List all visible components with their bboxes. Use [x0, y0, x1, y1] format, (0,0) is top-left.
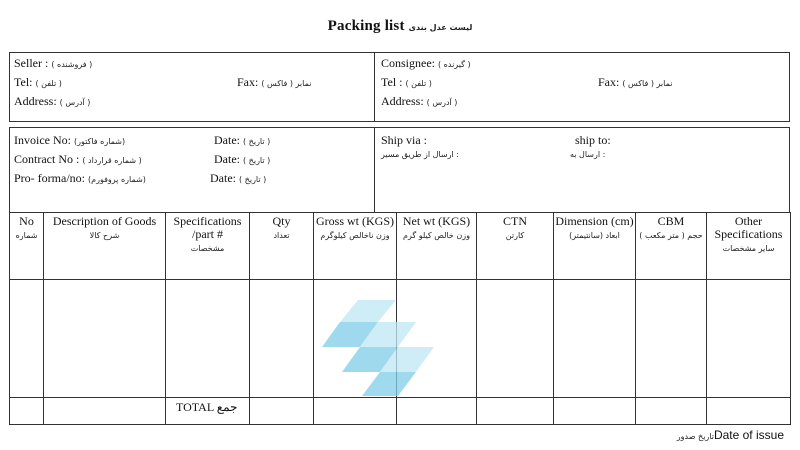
seller-line: [14, 56, 92, 71]
watermark-shape: [362, 372, 416, 396]
seller-address-label: Address:: [14, 94, 57, 108]
total-dimension-cell[interactable]: [554, 398, 636, 425]
invoice-line: [14, 133, 125, 148]
column-header: No شماره: [10, 213, 44, 280]
table-cell[interactable]: [166, 280, 250, 398]
seller-tel-label: Tel:: [14, 75, 33, 89]
consignee-fax-line: [598, 75, 672, 90]
table-cell: [707, 398, 791, 425]
total-label: TOTAL جمع: [166, 398, 250, 425]
table-cell[interactable]: [477, 280, 554, 398]
contract-label: Contract No :: [14, 152, 80, 166]
section-divider: [374, 53, 375, 121]
seller-tel-line: [14, 75, 62, 90]
seller-label-fa: ( فروشنده ): [51, 60, 93, 69]
table-cell[interactable]: [10, 280, 44, 398]
consignee-label-fa: ( گیرنده ): [438, 60, 471, 69]
ship-to-label: ship to:: [575, 133, 611, 147]
seller-label: Seller :: [14, 56, 49, 70]
invoice-label-fa: (شماره فاکتور): [73, 137, 126, 146]
ship-via-label: Ship via :: [381, 133, 428, 147]
column-header: Qty تعداد: [250, 213, 314, 280]
watermark-logo-icon: [318, 292, 438, 402]
column-header: CTN کارتن: [477, 213, 554, 280]
total-qty-cell[interactable]: [250, 398, 314, 425]
proforma-label: Pro- forma/no:: [14, 171, 85, 185]
watermark-shape: [340, 300, 396, 322]
seller-fax-line: [237, 75, 311, 90]
ship-via-fa: ارسال از طریق مسیر :: [381, 150, 459, 159]
invoice-label: Invoice No:: [14, 133, 71, 147]
proforma-line: [14, 171, 146, 186]
contract-date-fa: ( تاریخ ): [243, 156, 271, 165]
date-of-issue: [677, 428, 784, 442]
table-cell[interactable]: [44, 280, 166, 398]
table-cell[interactable]: [250, 280, 314, 398]
consignee-tel-line: [381, 75, 432, 90]
total-ctn-cell[interactable]: [477, 398, 554, 425]
contract-label-fa: ( شماره قرارداد ): [82, 156, 142, 165]
contract-date-label: Date:: [214, 152, 240, 166]
seller-fax-label: Fax:: [237, 75, 259, 89]
table-cell[interactable]: [707, 280, 791, 398]
page-title: [0, 18, 800, 35]
seller-fax-fa: ( فاکس ) نمابر: [261, 79, 312, 88]
table-cell: [44, 398, 166, 425]
proforma-date-label: Date:: [210, 171, 236, 185]
seller-tel-fa: ( تلفن ): [35, 79, 62, 88]
ship-to-fa: ارسال به :: [570, 150, 606, 159]
proforma-date-line: [210, 171, 266, 186]
total-cbm-cell[interactable]: [636, 398, 707, 425]
parties-section: [9, 52, 790, 122]
contract-date-line: [214, 152, 270, 167]
invoice-date-label: Date:: [214, 133, 240, 147]
date-of-issue-label: Date of issue: [713, 428, 784, 442]
table-cell[interactable]: [554, 280, 636, 398]
consignee-fax-fa: ( فاکس ) نمابر: [622, 79, 673, 88]
consignee-tel-label: Tel :: [381, 75, 403, 89]
seller-address-fa: ( آدرس ): [59, 98, 91, 107]
consignee-fax-label: Fax:: [598, 75, 620, 89]
title-fa: لیست عدل بندی: [408, 23, 473, 32]
consignee-line: [381, 56, 471, 71]
column-header: Description of Goods شرح کالا: [44, 213, 166, 280]
proforma-label-fa: (شماره پروفورم): [88, 175, 146, 184]
consignee-address-fa: ( آدرس ): [426, 98, 458, 107]
shipment-section: [9, 127, 790, 213]
consignee-label: Consignee:: [381, 56, 435, 70]
date-of-issue-fa: تاریخ صدور: [676, 432, 714, 441]
column-header: Specifications /part # مشخصات: [166, 213, 250, 280]
title-en: Packing list: [327, 18, 405, 34]
table-cell: [10, 398, 44, 425]
column-header: Net wt (KGS) وزن خالص کیلو گرم: [397, 213, 477, 280]
consignee-tel-fa: ( تلفن ): [405, 79, 432, 88]
table-cell[interactable]: [636, 280, 707, 398]
consignee-address-label: Address:: [381, 94, 424, 108]
invoice-date-fa: ( تاریخ ): [243, 137, 271, 146]
contract-line: [14, 152, 142, 167]
invoice-date-line: [214, 133, 270, 148]
column-header: Other Specifications سایر مشخصات: [707, 213, 791, 280]
section-divider: [374, 128, 375, 212]
table-header-row: [10, 213, 791, 280]
proforma-date-fa: ( تاریخ ): [239, 175, 267, 184]
column-header: Gross wt (KGS) وزن ناخالص کیلوگرم: [314, 213, 397, 280]
consignee-address-line: [381, 94, 457, 109]
column-header: CBM حجم ( متر مکعب ): [636, 213, 707, 280]
seller-address-line: [14, 94, 90, 109]
column-header: Dimension (cm) ابعاد (سانتیمتر): [554, 213, 636, 280]
